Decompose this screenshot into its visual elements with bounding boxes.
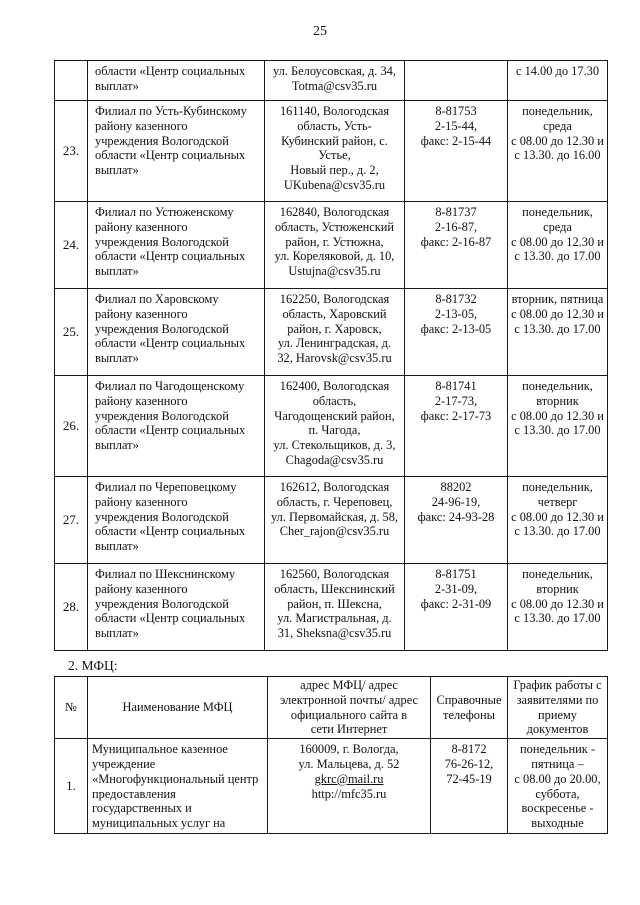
mfc-schedule-line: суббота,: [535, 786, 580, 801]
branch-phones: [405, 376, 508, 477]
branch-address: [265, 289, 405, 376]
branch-schedule-line: с 08.00 до 12.30 и: [511, 408, 604, 423]
branch-address-line: Cher_rajon@csv35.ru: [279, 524, 390, 539]
mfc-schedule-line: воскресенье -: [521, 801, 594, 816]
page-number: 25: [313, 24, 327, 39]
branch-name-line: Филиал по Шекснинскому: [95, 567, 236, 581]
branch-name-line: Филиал по Харовскому: [95, 292, 219, 306]
branch-schedule-line: среда: [543, 219, 572, 234]
branch-phone-line: 8-81753: [435, 104, 477, 118]
branch-phones: [405, 202, 508, 289]
branch-name: [88, 289, 265, 376]
branch-name-line: области «Центр социальных: [95, 148, 246, 163]
branch-address-line: Кубинский район, с.: [281, 133, 388, 148]
branch-schedule: [508, 477, 608, 564]
branch-phones: [405, 477, 508, 564]
mfc-header-schedule-line: График работы с: [513, 678, 602, 692]
branch-schedule-line: понедельник,: [522, 567, 593, 581]
branch-address-line: Чагодощенский район,: [274, 408, 395, 423]
branch-address-line: область, г. Череповец,: [276, 494, 393, 509]
mfc-schedule-line: пятница –: [531, 756, 584, 771]
mfc-row-address: [268, 739, 431, 834]
mfc-row: [55, 739, 608, 834]
branch-phone-line: 2-16-87,: [434, 219, 478, 234]
branch-address-line: п. Чагода,: [308, 423, 361, 438]
mfc-address-line: 160009, г. Вологда,: [299, 742, 399, 757]
branch-address-line: область, Устюженский: [274, 219, 395, 234]
branch-address-line: 161140, Вологодская: [279, 104, 390, 118]
branch-name-line: учреждения Вологодской: [95, 133, 229, 148]
branch-address-line: район, г. Устюжна,: [285, 234, 384, 249]
branch-name: [88, 101, 265, 202]
branch-phones: [405, 564, 508, 651]
branch-address-line: район, г. Харовск,: [287, 321, 382, 336]
branch-address-line: ул. Стекольщиков, д. 3,: [273, 438, 396, 453]
mfc-header-schedule-line: приему: [538, 707, 577, 722]
mfc-row-schedule: [508, 739, 608, 834]
mfc-row-name: [88, 739, 268, 834]
branch-name-line: области «Центр социальных: [95, 64, 246, 78]
mfc-header-schedule: [508, 677, 608, 739]
mfc-name-line: «Многофункциональный центр: [92, 771, 259, 786]
branch-address-line: 162560, Вологодская: [279, 567, 390, 581]
mfc-row-num: 1.: [55, 739, 88, 834]
branch-schedule-line: с 13.30. до 17.00: [514, 321, 601, 336]
branch-address-line: Новый пер., д. 2,: [290, 163, 379, 178]
mfc-email-link[interactable]: gkrc@mail.ru: [314, 771, 384, 786]
branch-address-line: Chagoda@csv35.ru: [285, 452, 384, 467]
branch-schedule: [508, 564, 608, 651]
mfc-header-phones-line: телефоны: [443, 707, 495, 722]
branch-phone-line: 24-96-19,: [431, 494, 481, 509]
mfc-header-phones: [431, 677, 508, 739]
branch-number: 25.: [55, 289, 88, 376]
mfc-schedule-line: с 08.00 до 20.00,: [514, 771, 601, 786]
branch-name-line: области «Центр социальных: [95, 249, 246, 264]
branch-number: 26.: [55, 376, 88, 477]
branch-address-line: Ustujna@csv35.ru: [288, 264, 381, 279]
branch-name: [88, 376, 265, 477]
branch-schedule-line: понедельник,: [522, 104, 593, 118]
branch-schedule-line: вторник: [536, 393, 579, 408]
branch-name-line: району казенного: [95, 219, 188, 234]
branch-address-line: ул. Белоусовская, д. 34,: [273, 64, 396, 78]
branch-phone-line: факс: 2-15-44: [420, 133, 492, 148]
mfc-header-address-line: сети Интернет: [310, 722, 388, 737]
branch-number: [55, 61, 88, 101]
mfc-header-schedule-line: документов: [526, 722, 589, 737]
branches-table-body: [55, 61, 608, 651]
branch-phone-line: факс: 2-13-05: [420, 321, 492, 336]
branch-name-line: учреждения Вологодской: [95, 408, 229, 423]
branch-name-line: району казенного: [95, 494, 188, 509]
mfc-header-address-line: официального сайта в: [290, 707, 408, 722]
branch-name-line: учреждения Вологодской: [95, 234, 229, 249]
branch-phone-line: 8-81732: [435, 292, 477, 306]
branch-row: [55, 61, 608, 101]
mfc-header-name: Наименование МФЦ: [88, 677, 268, 739]
branch-phone-line: 88202: [440, 480, 472, 494]
branch-row: [55, 477, 608, 564]
branch-phone-line: 2-31-09,: [434, 581, 478, 596]
branch-schedule-line: с 08.00 до 12.30 и: [511, 596, 604, 611]
branch-schedule-line: с 13.30. до 16.00: [514, 148, 601, 163]
branch-address-line: Totma@csv35.ru: [291, 78, 378, 93]
branch-name-line: выплат»: [95, 539, 139, 554]
branch-address-line: область, Шекснинский: [274, 581, 395, 596]
mfc-schedule-line: понедельник -: [520, 742, 595, 757]
mfc-header-num: №: [55, 677, 88, 739]
branch-schedule: [508, 202, 608, 289]
branch-number: 24.: [55, 202, 88, 289]
branch-row: [55, 376, 608, 477]
branch-address-line: Устье,: [318, 148, 351, 163]
branch-schedule-line: среда: [543, 118, 572, 133]
branch-address-line: ул. Первомайская, д. 58,: [271, 509, 398, 524]
branch-schedule-line: понедельник,: [522, 480, 593, 494]
branch-schedule-line: с 08.00 до 12.30 и: [511, 509, 604, 524]
branch-row: [55, 564, 608, 651]
branch-address-line: ул. Ленинградская, д.: [278, 336, 391, 351]
branch-address-line: область, Усть-: [297, 118, 372, 133]
branch-schedule: [508, 101, 608, 202]
mfc-header-phones-line: Справочные: [436, 692, 502, 707]
branch-name: [88, 202, 265, 289]
branch-phones: [405, 101, 508, 202]
mfc-site-link[interactable]: http://mfc35.ru: [311, 786, 387, 801]
branch-address-line: ул. Кореляковой, д. 10,: [274, 249, 395, 264]
branch-address-line: 32, Harovsk@csv35.ru: [277, 351, 392, 366]
branch-address-line: 162612, Вологодская: [279, 480, 390, 494]
branch-schedule: [508, 376, 608, 477]
mfc-header-row: [55, 677, 608, 739]
branch-address-line: ул. Магистральная, д.: [277, 611, 392, 626]
branch-address-line: область,: [312, 393, 357, 408]
branch-address: [265, 564, 405, 651]
branch-name-line: Филиал по Усть-Кубинскому: [95, 104, 247, 118]
mfc-name-line: государственных и: [92, 801, 192, 816]
mfc-schedule-line: выходные: [531, 816, 584, 831]
mfc-row-phones: [431, 739, 508, 834]
branch-schedule-line: с 13.30. до 17.00: [514, 249, 601, 264]
branch-address: [265, 202, 405, 289]
branch-schedule-line: с 08.00 до 12.30 и: [511, 306, 604, 321]
branch-schedule: [508, 61, 608, 101]
branch-schedule-line: с 08.00 до 12.30 и: [511, 133, 604, 148]
mfc-phone-line: 76-26-12,: [444, 756, 494, 771]
branch-name-line: району казенного: [95, 306, 188, 321]
branch-row: [55, 101, 608, 202]
branch-name-line: выплат»: [95, 438, 139, 453]
branch-address: [265, 101, 405, 202]
branch-name-line: Филиал по Череповецкому: [95, 480, 237, 494]
branch-phone-line: 8-81737: [435, 205, 477, 219]
branch-address-line: 162840, Вологодская: [279, 205, 390, 219]
mfc-header-schedule-line: заявителями по: [516, 692, 599, 707]
branch-schedule: [508, 289, 608, 376]
mfc-header-address-line: электронной почты/ адрес: [279, 692, 419, 707]
branch-name-line: выплат»: [95, 626, 139, 641]
branch-phones: [405, 289, 508, 376]
branches-table: [54, 60, 608, 651]
mfc-phone-line: 72-45-19: [446, 771, 492, 786]
branch-name-line: Филиал по Устюженскому: [95, 205, 234, 219]
branch-address: [265, 477, 405, 564]
branch-name-line: области «Центр социальных: [95, 524, 246, 539]
branch-name-line: выплат»: [95, 163, 139, 178]
branch-name-line: району казенного: [95, 581, 188, 596]
branch-name-line: выплат»: [95, 351, 139, 366]
mfc-name-line: муниципальных услуг на: [92, 816, 226, 831]
branch-name-line: учреждения Вологодской: [95, 509, 229, 524]
branch-phone-line: 2-15-44,: [434, 118, 478, 133]
mfc-phone-line: 8-8172: [451, 742, 487, 757]
branch-name-line: учреждения Вологодской: [95, 321, 229, 336]
mfc-name-line: предоставления: [92, 786, 176, 801]
branch-name-line: району казенного: [95, 393, 188, 408]
branch-schedule-line: понедельник,: [522, 379, 593, 393]
branch-address-line: 162250, Вологодская: [279, 292, 390, 306]
branch-phone-line: 2-13-05,: [434, 306, 478, 321]
branch-schedule-line: с 13.30. до 17.00: [514, 611, 601, 626]
branch-schedule-line: с 14.00 до 17.30: [515, 64, 600, 78]
branch-phone-line: 8-81741: [435, 379, 477, 393]
branch-address-line: 162400, Вологодская: [279, 379, 390, 393]
mfc-name-line: учреждение: [92, 756, 156, 771]
branch-name-line: учреждения Вологодской: [95, 596, 229, 611]
branch-address-line: 31, Sheksna@csv35.ru: [277, 626, 392, 641]
branch-schedule-line: вторник: [536, 581, 579, 596]
branch-schedule-line: с 08.00 до 12.30 и: [511, 234, 604, 249]
branch-phone-line: факс: 2-31-09: [420, 596, 492, 611]
branch-phone-line: факс: 2-17-73: [420, 408, 492, 423]
branch-name-line: области «Центр социальных: [95, 423, 246, 438]
mfc-address-line: ул. Мальцева, д. 52: [298, 756, 400, 771]
branch-address-line: область, Харовский: [282, 306, 387, 321]
branch-schedule-line: с 13.30. до 17.00: [514, 524, 601, 539]
branch-name: [88, 477, 265, 564]
branch-phone-line: факс: 2-16-87: [420, 234, 492, 249]
branch-number: 28.: [55, 564, 88, 651]
branch-number: 27.: [55, 477, 88, 564]
mfc-name-line: Муниципальное казенное: [92, 742, 228, 757]
branch-name-line: выплат»: [95, 264, 139, 279]
branch-schedule-line: вторник, пятница: [511, 292, 604, 306]
branch-address: [265, 61, 405, 101]
branch-name-line: району казенного: [95, 118, 188, 133]
branch-name-line: области «Центр социальных: [95, 611, 246, 626]
branch-schedule-line: с 13.30. до 17.00: [514, 423, 601, 438]
branch-name-line: выплат»: [95, 78, 139, 93]
mfc-header-address: [268, 677, 431, 739]
branch-number: 23.: [55, 101, 88, 202]
branch-name-line: Филиал по Чагодощенскому: [95, 379, 245, 393]
branch-phone-line: 2-17-73,: [434, 393, 478, 408]
branch-name-line: области «Центр социальных: [95, 336, 246, 351]
branch-phone-line: 8-81751: [435, 567, 477, 581]
mfc-table: [54, 676, 608, 834]
branch-schedule-line: четверг: [537, 494, 578, 509]
branch-row: [55, 202, 608, 289]
mfc-header-address-line: адрес МФЦ/ адрес: [300, 678, 398, 692]
mfc-section-title: 2. МФЦ:: [68, 658, 118, 673]
branch-phones: [405, 61, 508, 101]
branch-name: [88, 61, 265, 101]
branch-phone-line: факс: 24-93-28: [417, 509, 495, 524]
branch-schedule-line: понедельник,: [522, 205, 593, 219]
branch-address: [265, 376, 405, 477]
branch-name: [88, 564, 265, 651]
branch-address-line: UKubena@csv35.ru: [283, 177, 386, 192]
branch-address-line: район, п. Шексна,: [287, 596, 382, 611]
branch-row: [55, 289, 608, 376]
